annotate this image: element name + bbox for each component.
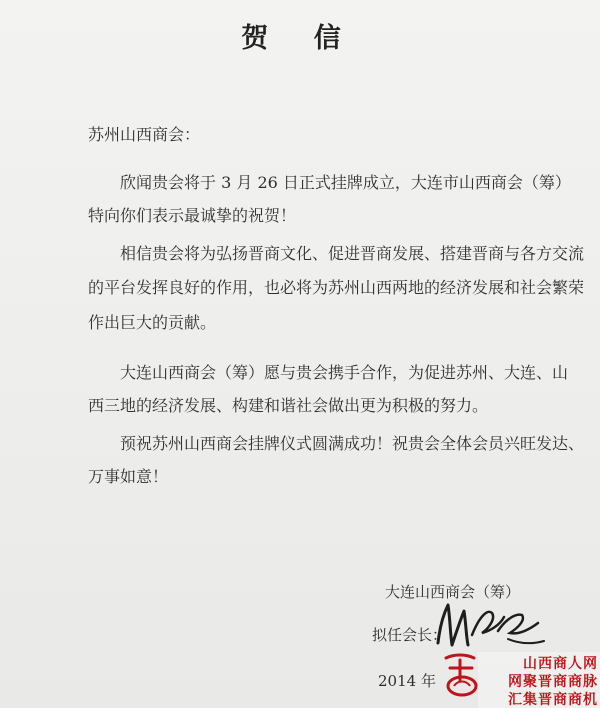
paragraph-4-line-2: 万事如意！ (88, 467, 169, 486)
paragraph-4-line-1: 预祝苏州山西商会挂牌仪式圆满成功！祝贵会全体会员兴旺发达、 (120, 434, 585, 453)
salutation: 苏州山西商会： (88, 125, 201, 144)
paragraph-2-line-1: 相信贵会将为弘扬晋商文化、促进晋商发展、搭建晋商与各方交流 (120, 244, 585, 263)
paragraph-3-line-2: 西三地的经济发展、构建和谐社会做出更为积极的努力。 (88, 396, 489, 415)
paragraph-1-line-2: 特向你们表示最诚挚的祝贺！ (88, 206, 297, 225)
watermark-line-2: 网聚晋商商脉 (508, 674, 598, 690)
watermark-line-1: 山西商人网 (523, 656, 598, 672)
letter-title: 贺 信 (241, 23, 359, 54)
chairman-label: 拟任会长： (372, 626, 448, 644)
handwritten-signature (430, 595, 550, 655)
paragraph-1-line-1: 欣闻贵会将于 3 月 26 日正式挂牌成立，大连市山西商会（筹） (120, 173, 571, 192)
sender-name: 大连山西商会（筹） (385, 583, 521, 601)
paragraph-3-line-1: 大连山西商会（筹）愿与贵会携手合作，为促进苏州、大连、山 (120, 363, 569, 382)
watermark-banner (478, 652, 600, 708)
letter-date: 2014 年 (378, 672, 436, 690)
watermark-line-3: 汇集晋商商机 (508, 692, 598, 708)
paragraph-2-line-3: 作出巨大的贡献。 (88, 313, 217, 332)
paragraph-2-line-2: 的平台发挥良好的作用，也必将为苏州山西两地的经济发展和社会繁荣 (88, 278, 585, 297)
